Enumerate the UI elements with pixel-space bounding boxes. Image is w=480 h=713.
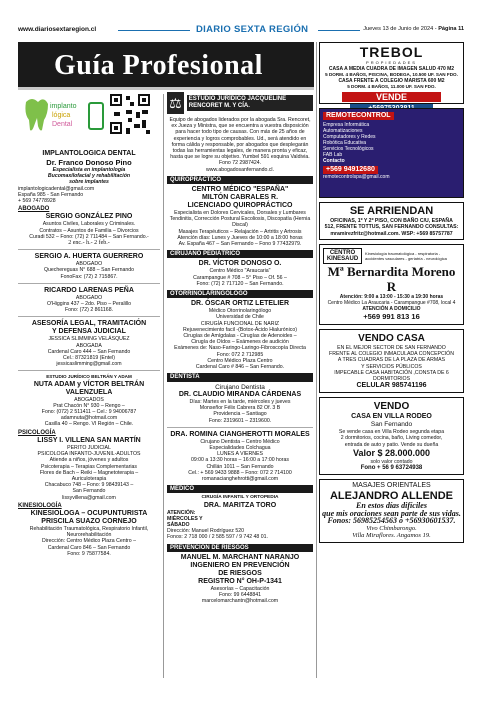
listing-name: SERGIO A. HUERTA GUERRERO	[34, 253, 144, 261]
listing-line: Flores de Bach – Reiki – Magnetoterapia –	[39, 469, 139, 476]
listing-line: Centro Médico "Araucaria"	[209, 268, 271, 275]
section-kinesiologia: KINESIOLOGÍA	[18, 502, 62, 509]
divider	[167, 427, 313, 428]
guide-title: Guía Profesional	[54, 50, 263, 81]
ad-heading: SE ARRIENDAN	[349, 205, 434, 217]
listing-line: Cardenal Caro 846 – San Fernando	[47, 544, 131, 551]
listing-line: Cardenal Caro # 846 – San Fernando.	[195, 364, 285, 371]
listing-line: Fono: (72) 2 717120 – San Fernando.	[196, 280, 284, 287]
listing-name: RICARDO LARENAS PEÑA	[44, 286, 134, 294]
listing-line: Quechereguas N° 688 – San Fernando	[43, 267, 135, 274]
listing-line: Casilla 40 – Rengo. VI Región – Chile.	[44, 421, 134, 428]
divider	[18, 316, 160, 317]
listing-name: VALENZUELA	[65, 388, 113, 396]
section-cirujano: CIRUJANO PEDIÁTRICO	[167, 250, 313, 258]
implanto-spec: Bucomaxilofacial y rehabilitación	[47, 173, 131, 180]
ad-line: Contacto	[323, 158, 345, 164]
listing-email[interactable]: marcelomarchantn@hotmail.com	[201, 598, 279, 605]
vende-badge: VENDE	[342, 92, 441, 102]
listing-line: Cel.: 87321819 (Entel)	[63, 355, 115, 362]
section-quiropractico: QUIROPRÁCTICO	[167, 176, 313, 184]
implanto-email[interactable]: implantologicadental@gmail.com	[18, 185, 95, 192]
divider	[18, 283, 160, 284]
listing-line: Fono: 2319601 – 2319600.	[208, 417, 272, 424]
header-rule-left	[118, 30, 190, 31]
listing-name: LISSY I. VILLENA SAN MARTÍN	[37, 436, 141, 444]
kinesaud-phone[interactable]: +569 991 813 16	[363, 311, 420, 321]
ad-line: 512, FRENTE TOTTUS, SAN FERNANDO CONSULTAS:	[324, 224, 459, 231]
ad-heading: MASAJES ORIENTALES	[352, 482, 431, 490]
implanto-spec: Especialista en implantología	[52, 167, 126, 173]
listing-line: Fonos: 2 718 000 / 2 585 597 / 9 742 48 01.	[167, 534, 268, 541]
listing-line: Auriculoterapia	[71, 475, 107, 482]
listing-line: Monseñor Félix Cabrera 82 Of. 3 B	[199, 405, 281, 412]
vendo-casa-ad	[319, 329, 464, 393]
listing-name: DR. ÓSCAR ORTIZ LETELIER	[191, 300, 289, 308]
section-psicologia: PSICOLOGÍA	[18, 429, 56, 436]
ad-line: Computadores y Redes	[323, 134, 376, 140]
estudio-header	[167, 92, 313, 114]
ad-line: San Fernando	[370, 420, 413, 428]
ad-line: OFICINAS, 1º Y 2º PISO, CON BAÑO C/U, ESPAÑA	[330, 218, 453, 224]
site-url[interactable]: www.diariosextaregion.cl	[18, 26, 97, 33]
listing-name: DRA. MARITZA TORO	[203, 501, 277, 509]
listing-line: San Fernando	[72, 488, 106, 495]
ad-line: Centro Médico La Araucaria - Carampangue #708, local 4	[327, 299, 456, 306]
listing-line: Equipo de abogados liderados por la abogada Sra. Rencoret, ex Jueza y Ministra, que se encuentra a vuestra disposición para hacer todo tipo de causas. Con más de 25 años de experiencia y logros comprobables. Ud., será atendido en forma cálida y responsable, por abogados que desplegarán todas las herramientas legales, de manera pronta y eficaz, hasta que se logre su objetivo. Yumbel 591 esquina Valdivia. Fono 72 2987424.	[169, 117, 311, 167]
listing-line: 2 enc.- h.- 2 feb.-	[68, 240, 110, 247]
ad-heading: VENDO	[373, 400, 410, 412]
listing-name: SERGIO GONZÁLEZ PINO	[45, 213, 133, 221]
listing-line: Exámenes de: Naso-Faringo-Laringo-Fibroscopía Directa	[174, 345, 306, 352]
vendo-villa-rodeo-ad	[319, 397, 464, 475]
listing-line: Cardenal Caro 444 – San Fernando	[47, 348, 131, 355]
section-prevencion: PREVENCIÓN DE RIESGOS	[167, 544, 313, 552]
column-2	[167, 92, 313, 604]
ad-heading: Mª Bernardita Moreno R	[327, 263, 456, 294]
kinesaud-ad	[319, 244, 464, 325]
page-header	[18, 24, 464, 36]
listing-line: O'Higgins 437 – 2do. Piso – Peralillo	[46, 301, 132, 308]
arriendo-ad	[319, 202, 464, 240]
listing-line: ABOGADO	[75, 261, 103, 268]
ad-price: Valor $ 28.000.000	[352, 447, 431, 458]
ad-line: Y SERVICIOS PÚBLICOS	[361, 363, 422, 370]
listing-line: Asuntos Civiles, Laborales y Criminales.	[42, 221, 136, 228]
listing-line: Tendinitis, Corrección Postural Escoliosis, Discopatía (Hernia Discal)	[169, 216, 311, 229]
ad-line: CASA FRENTE A COLEGIO MARISTA 600 M2	[338, 78, 445, 84]
ad-line: entrada de auto y patio. Vende su dueña	[344, 441, 439, 448]
ad-line: FAB Lab	[323, 152, 343, 158]
listing-line: Cirujano Dentista – Centro Médico	[200, 438, 280, 445]
trebol-sub: PROPIEDADES	[366, 60, 417, 65]
listing-line: Universidad de Chile	[216, 314, 264, 321]
listing-line: Atiende a niños, jóvenes y adultos	[49, 457, 129, 464]
listing-line: Psicoterapia – Terapias Complementarias	[41, 463, 137, 470]
listing-line: PERITO JUDICIAL	[67, 444, 111, 451]
svg-text:implanto: implanto	[50, 103, 77, 110]
listing-line: Neurorehabilitación	[66, 532, 112, 539]
ad-line: Se vende casa en Villa Rodeo segunda etapa	[338, 428, 445, 435]
listing-line: LUNES A VIERNES	[217, 451, 263, 458]
listing-name: KINESIOLOGA – OCUPUNTURISTA	[30, 509, 148, 517]
listing-name: DR. CLAUDIO MIRANDA CÁRDENAS	[178, 391, 302, 398]
tooth-logo-icon	[20, 96, 82, 136]
listing-line: Masajes Terapéuticos – Relajación – Artritis y Artrosis	[178, 228, 302, 235]
page-date: Jueves 13 de Junio de 2024 - Página 11	[363, 26, 464, 32]
remotecontrol-phone[interactable]: +569 94912680	[323, 166, 378, 174]
listing-line: CIRUGÍA INFANTIL Y ORTOPEDIA	[201, 495, 279, 501]
kinesaud-brand: CENTRO KINESAUD	[323, 248, 362, 264]
ad-line: ATENCIÓN A DOMICILIO	[362, 305, 421, 312]
listing-line: Días: Martes en la tarde, miércoles y jueves	[189, 399, 291, 405]
listing-line: Cirugía de Oídos – Exámenes de audición	[191, 339, 289, 346]
listing-line: JESSICA SLIMMING VELÁSQUEZ	[48, 336, 130, 343]
ad-heading: CASA EN VILLA RODEO	[351, 412, 432, 420]
ad-line: 5 DORM. 4 BAÑOS, PISCINA, BODEGA, 10.500 UF. SAN FDO.	[325, 72, 458, 77]
trebol-ad[interactable]	[319, 42, 464, 104]
ad-heading: VENDO CASA	[358, 332, 425, 344]
listing-line: Asesorías – Capacitación	[210, 585, 270, 592]
listing-name: REGISTRO N° OH-P-1341	[198, 577, 282, 585]
listing-line: Dirección: Centro Médico Plaza Centro –	[42, 538, 136, 545]
masajes-ad	[319, 479, 464, 543]
listing-line: Especialidades Colchagua	[209, 445, 271, 452]
implanto-phone: + 569 74778928	[18, 198, 56, 205]
ad-line: Automatizaciones	[323, 128, 363, 134]
ad-line: solo valor contado	[370, 458, 413, 465]
ad-line: EN EL MEJOR SECTOR DE SAN FERNANDO	[337, 344, 446, 351]
listing-line: Fono: (72) 2 861168.	[64, 307, 114, 314]
implanto-doctor: Dr. Franco Donoso Pino	[46, 158, 132, 167]
qr-code-icon[interactable]	[110, 94, 150, 134]
implanto-logo-area	[18, 92, 160, 150]
guia-profesional	[18, 42, 464, 676]
listing-line: PSICOLOGA INFANTO-JUVENIL-ADULTOS	[37, 451, 141, 458]
ad-line: CASA A MEDIA CUADRA DE IMAGEN SALUD 470 M2	[328, 66, 455, 72]
listing-line: ABOGADO	[75, 294, 103, 301]
listing-line: Centro Médico Plaza Centro	[207, 357, 273, 364]
section-dentista: DENTISTA	[167, 373, 313, 381]
listing-line: Contratos – Asuntos de Familia – Divorcios	[39, 227, 139, 234]
listing-line: Rehabilitación Traumatológica, Respiratorio Infantil,	[29, 525, 149, 532]
kinesaud-header	[323, 248, 460, 264]
column-divider	[163, 94, 164, 678]
implanto-spec: sobre implantes	[69, 179, 109, 186]
listing-line: Curadi 532 – Fono: (72) 2 711484 – San Fernando.-	[29, 233, 149, 240]
listing-line: Prat Chacón N° 930 – Rengo –	[53, 402, 125, 409]
ad-line: FRENTE AL COLEGIO INMACULADA CONCEPCIÓN	[329, 351, 454, 358]
listing-line: Chacabuco 748 – Fono: 9 98439143 –	[44, 482, 134, 489]
scales-icon: ⚖	[167, 92, 184, 114]
listing-email[interactable]: romanacianghehrotti@gmail.com	[201, 476, 279, 483]
estudio-title: ESTUDIO JURÍDICO JACQUELINE RENCORET M. Y CÍA.	[187, 95, 313, 111]
ad-phone[interactable]: Fono + 56 9 63724938	[360, 465, 423, 472]
listing-line: Dirección: Manuel Rodríguez 520	[167, 528, 244, 535]
guide-title-banner	[18, 42, 314, 90]
listing-name: MILTÓN CABRALES R.	[201, 194, 279, 202]
listing-name: MANUEL M. MARCHANT NARANJO	[180, 553, 300, 561]
listing-url[interactable]: www.abogadosanfernando.cl.	[205, 166, 275, 173]
ad-heading: ALEJANDRO ALLENDE	[329, 490, 454, 503]
remotecontrol-ad[interactable]	[319, 108, 464, 198]
listing-line: Cirugías de Amígdalas - Cirugías de Adenoides –	[183, 333, 297, 340]
section-abogado: ABOGADO	[18, 206, 50, 213]
column-3	[319, 42, 464, 543]
listing-line: Cirujano Dentista	[215, 383, 265, 391]
listing-line: ABOGADOS	[74, 396, 104, 403]
section-title: DIARIO SEXTA REGIÓN	[196, 24, 309, 35]
listing-name: ASESORÍA LEGAL, TRAMITACIÓN	[31, 320, 147, 328]
ad-line: que mis oraciones sean parte de sus vidas.	[322, 508, 461, 518]
divider	[18, 370, 160, 371]
listing-line: 09:00 a 13:30 horas – 16:00 a 17:00 horas	[190, 457, 290, 464]
column-1	[18, 92, 160, 557]
ad-line: En estos días difíciles	[356, 501, 427, 511]
ad-phone[interactable]: CELULAR 985741196	[356, 381, 427, 389]
divider	[18, 249, 160, 250]
listing-line: Fono: (072) 2 511411 – Cel.: 9 94006787	[41, 409, 137, 416]
ad-email[interactable]: mramirezfritz@hotmail.com. WSP: +569 85757787	[330, 230, 453, 237]
remotecontrol-email[interactable]: remotecontrolspa@gmail.com	[323, 174, 390, 180]
listing-line: Fono: 9 75877584.	[67, 550, 111, 557]
listing-line: ESTUDIO JURÍDICO BELTRÁN Y ADAM	[46, 374, 132, 380]
phone-icon	[88, 102, 104, 130]
listing-name: Y DEFENSA JUDICIAL	[52, 328, 126, 336]
ad-line: Robótica Educativa	[323, 140, 367, 146]
svg-text:lógica: lógica	[52, 112, 71, 119]
ad-line: DORMITORIOS	[372, 376, 411, 383]
ad-line: 5 DORM. 4 BAÑOS, 11.000 UF. SAN FDO.	[347, 84, 436, 89]
listing-email[interactable]: adamnuta@hotmail.com	[60, 415, 118, 422]
header-rule-right	[318, 30, 360, 31]
ad-line: A TRES CUADRAS DE LA PLAZA DE ARMAS	[337, 357, 446, 364]
listing-line: Rejuvenecimiento facil -(Botox-Ácido Hialurónico)	[183, 326, 297, 333]
listing-name: PRISCILA SUAZO CORNEJO	[41, 517, 137, 525]
ad-line: IMPECABLE CASA HABITACIÓN ,CONSTA DE 6	[334, 370, 449, 377]
listing-line: Médico Otorrinolaringólogo	[208, 308, 272, 315]
listing-line: Fono: 072 2 712985	[216, 351, 264, 358]
kinesaud-tagline: Kinesiología traumatológica - respiratoria - accidentes vasculares - geriatría - neurológica	[365, 250, 447, 261]
section-medico: MÉDICO	[167, 485, 313, 493]
listing-line: Cel.: + 569 9433 9888 – Fono: 072 2 714100	[188, 469, 292, 476]
listing-line: Especialista en Dolores Cervicales, Dorsales y Lumbares	[174, 210, 306, 217]
listing-line: Atención días: Lunes y Jueves de 10:00 a 18:00 horas	[177, 234, 303, 241]
svg-text:Dental: Dental	[52, 121, 73, 128]
ad-line: Servicios Tecnológicos	[323, 146, 374, 152]
listing-line: CIRUGÍA FUNCIONAL DE NARIZ	[200, 320, 280, 327]
ad-line: 2 dormitorios, cocina, baño, Living comedor,	[340, 435, 443, 442]
listing-name: DR. VÍCTOR DONOSO O.	[198, 260, 282, 268]
listing-line: Carampangue # 708 – 5° Piso – Of. 56 –	[193, 274, 287, 281]
ad-line: Atención: 9:00 a 13:00 - 15:30 a 19:30 horas	[339, 293, 444, 300]
listing-name: NUTA ADAM y VÍCTOR BELTRÁN	[33, 380, 145, 388]
listing-line: ABOGADA	[76, 342, 102, 349]
listing-name: INGENIERO EN PREVENCIÓN	[190, 561, 290, 569]
listing-email[interactable]: jessicaslimming@gmail.com	[56, 361, 122, 368]
listing-name: LICENCIADO QUIROPRÁCTICO	[187, 202, 293, 210]
trebol-brand: TREBOL	[359, 44, 424, 60]
listing-line: Providencia – Santiago	[213, 411, 267, 418]
listing-line: ATENCIÓN: MIÉRCOLES Y SÁBADO	[167, 509, 203, 529]
section-otorrino: OTORRINOLARINGÓLOGO	[167, 290, 313, 298]
listing-line: FonoFax: (72) 2 715867.	[60, 273, 118, 280]
listing-line: Chillán 1011 – San Fernando	[206, 463, 274, 470]
ad-line: Villa Miraflores. Angamos 19.	[352, 532, 431, 540]
ad-phone[interactable]: Fonos: 56985254563 o +56930601537.	[327, 516, 456, 526]
ad-line: Empresa Informática	[323, 122, 370, 128]
ad-line: Vivo Chimbarongo.	[366, 524, 417, 532]
listing-line: Av. España 467 – San Fernando – Fono 9 77432979.	[178, 241, 302, 248]
listing-name: DE RIESGOS	[218, 569, 262, 577]
listing-line: Fono: 99 6448841	[218, 592, 262, 599]
implanto-address: España 985 - San Fernando	[18, 191, 84, 198]
column-divider	[316, 42, 317, 678]
implanto-heading: IMPLANTOLOGICA DENTAL	[42, 150, 136, 157]
listing-name: DRA. ROMINA CIANGHEROTTI MORALES	[170, 430, 310, 438]
remotecontrol-brand: REMOTECONTROL	[323, 112, 394, 120]
listing-email[interactable]: lissyvillena@gmail.com	[62, 494, 116, 501]
listing-name: CENTRO MÉDICO "ESPAÑA"	[191, 186, 289, 194]
